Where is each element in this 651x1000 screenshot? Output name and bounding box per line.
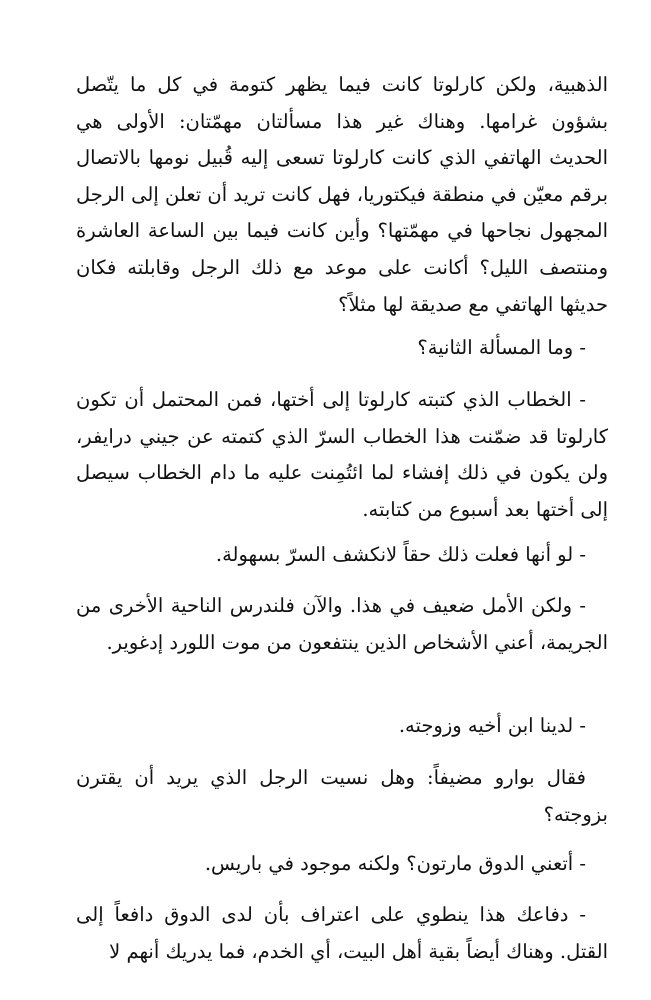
paragraph-carlotta-secrets: الذهبية، ولكن كارلوتا كانت فيما يظهر كتومة في كل ما يتّصل بشؤون غرامها. وهناك غير هذا مسألتان مهمّتان: الأولى هي الحديث الهاتفي الذي كانت كارلوتا تسعى إليه قُبيل نومها بالاتصال برقم معيّن في منطقة فيكتوريا، فهل كانت تريد أن تعلن إلى الرجل المجهول نجاحها في مهمّتها؟ وأين كانت فيما بين الساعة العاشرة ومنتصف الليل؟ أكانت على موعد مع ذلك الرجل وقابلته فكان حديثها الهاتفي مع صديقة لها مثلاً؟ xyxy=(76,73,608,316)
paragraph-duke-motive: - دفاعك هذا ينطوي على اعتراف بأن لدى الدوق دافعاً إلى القتل. وهناك أيضاً بقية أهل البيت، أي الخدم، فما يدريك أنهم لا xyxy=(76,903,608,963)
paragraph-letter-to-sister: - الخطاب الذي كتبته كارلوتا إلى أختها، فمن المحتمل أن تكون كارلوتا قد ضمّنت هذا الخطاب السرّ الذي كتمته عن جيني درايفر، ولن يكون في ذلك إفشاء لما ائتُمِنت عليه ما دام الخطاب سيصل إلى أختها بعد أسبوع من كتابته. xyxy=(76,388,608,521)
paragraph-secret-revealed: - لو أنها فعلت ذلك حقاً لانكشف السرّ بسهولة. xyxy=(215,543,586,566)
paragraph-poirot-adds: فقال بوارو مضيفاً: وهل نسيت الرجل الذي يريد أن يقترن بزوجته؟ xyxy=(76,766,608,826)
paragraph-beneficiaries: - ولكن الأمل ضعيف في هذا. والآن فلندرس الناحية الأخرى من الجريمة، أعني الأشخاص الذين ينتفعون من موت اللورد إدغوير. xyxy=(76,594,608,654)
paragraph-second-question: - وما المسألة الثانية؟ xyxy=(417,336,586,359)
paragraph-duke-merton: - أتعني الدوق مارتون؟ ولكنه موجود في باريس. xyxy=(204,852,586,875)
paragraph-nephew-and-wife: - لدينا ابن أخيه وزوجته. xyxy=(398,714,586,737)
